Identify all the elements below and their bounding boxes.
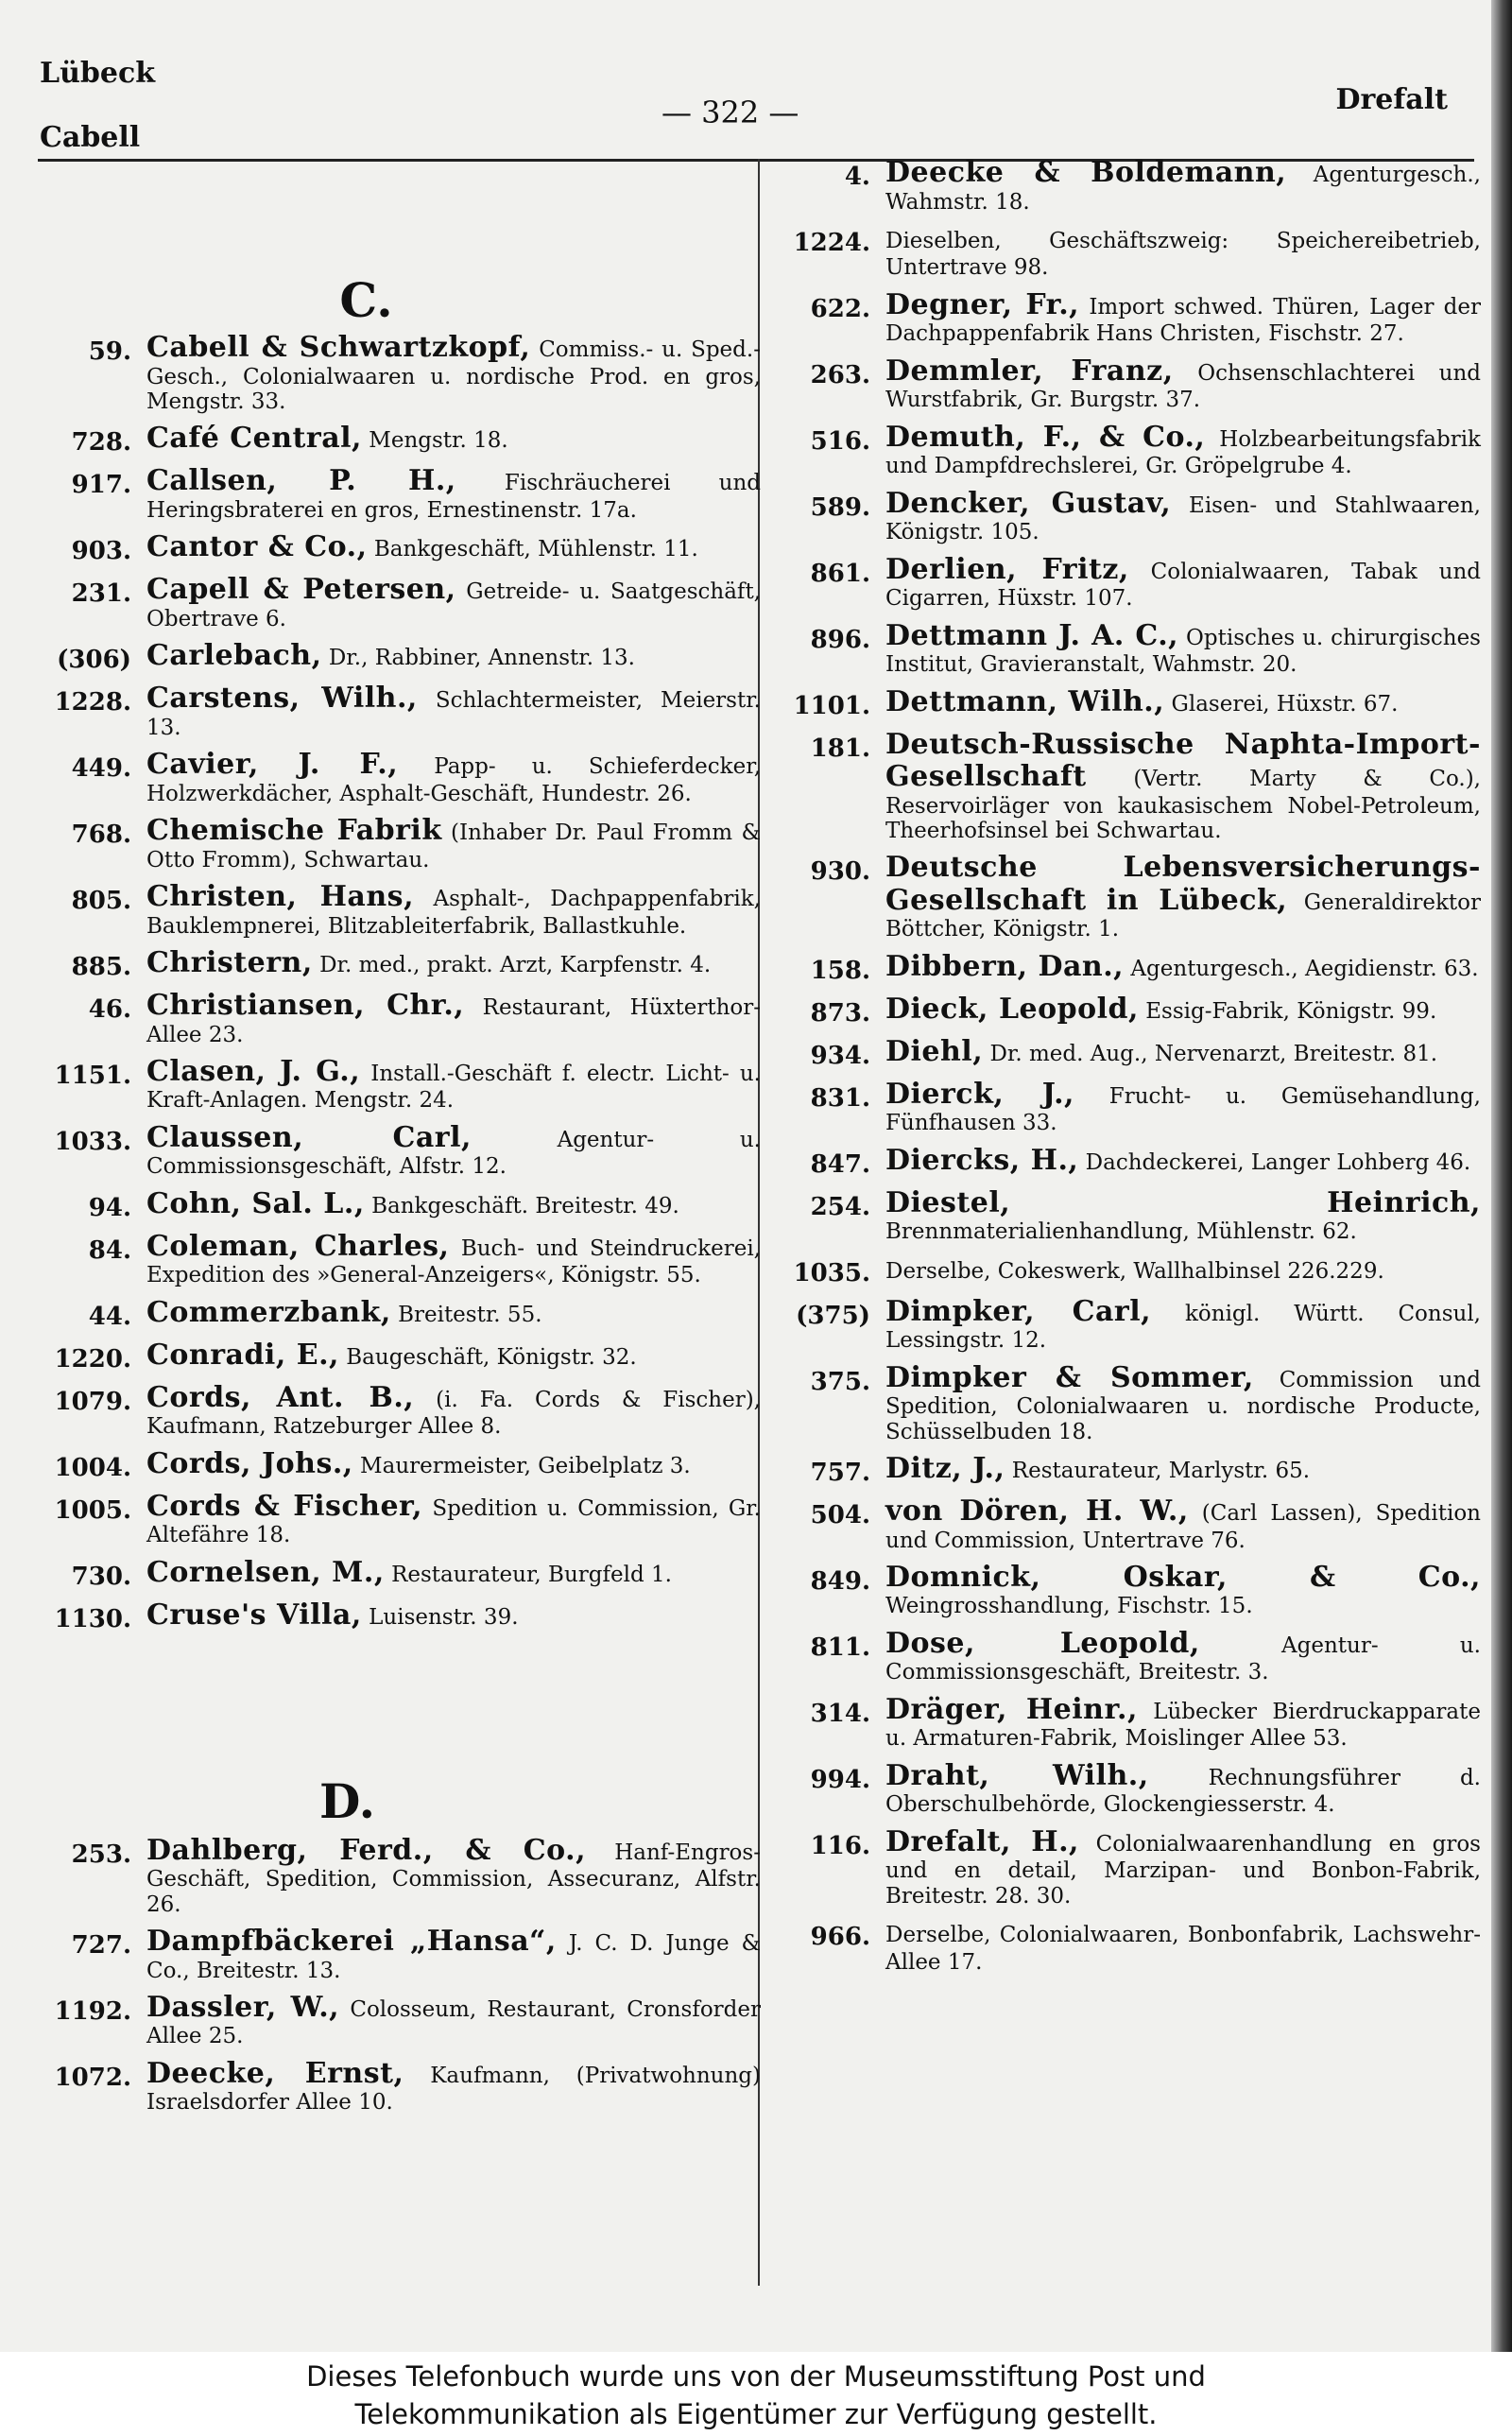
entry-text: [146, 1056, 761, 1114]
phone-number: 1101.: [793, 691, 870, 720]
phone-number: 158.: [810, 956, 870, 985]
entry-details: Hanf-Engros-Geschäft, Spedition, Commission, Assecuranz, Alfstr. 26.: [146, 1840, 761, 1917]
directory-entry: [47, 1056, 761, 1114]
entry-text: [146, 332, 761, 414]
entry-details: Restaurateur, Marlystr. 65.: [1005, 1459, 1311, 1483]
entry-name: Deutsche Lebensversicherungs-Gesellschaft in Lübeck,: [885, 851, 1481, 917]
entry-name: Dencker, Gustav,: [885, 486, 1172, 520]
entry-name: Dimpker & Sommer,: [885, 1360, 1254, 1394]
directory-entry: [777, 1628, 1481, 1685]
entry-details: Derselbe, Cokeswerk, Wallhalbinsel 226.229.: [885, 1258, 1384, 1284]
entry-name: Christen, Hans,: [146, 880, 415, 914]
entry-text: [885, 1187, 1481, 1245]
phone-number: 847.: [810, 1149, 870, 1179]
phone-number: 1130.: [54, 1604, 131, 1633]
entry-name: Café Central,: [146, 422, 362, 456]
footer-line-1: Dieses Telefonbuch wurde uns von der Museumsstiftung Post und: [306, 2360, 1206, 2393]
phone-number: 896.: [810, 625, 870, 654]
entry-details: Kaufmann, (Privatwohnung) Israelsdorfer Allee 10.: [146, 2063, 761, 2116]
phone-number: 805.: [71, 887, 131, 916]
directory-entry: [777, 1453, 1481, 1487]
directory-entry: [47, 881, 761, 939]
directory-entry: [47, 1491, 761, 1548]
entry-details: Commission und Spedition, Colonialwaaren u. nordische Producte, Schüsselbuden 18.: [885, 1367, 1481, 1444]
entry-details: Install.-Geschäft f. electr. Licht- u. Kraft-Anlagen. Mengstr. 24.: [146, 1061, 761, 1114]
entry-name: Dettmann, Wilh.,: [885, 684, 1165, 718]
entry-details: Buch- und Steindruckerei, Expedition des »General-Anzeigers«, Königstr. 55.: [146, 1235, 761, 1288]
phone-number: 917.: [71, 471, 131, 500]
entry-name: Commerzbank,: [146, 1295, 391, 1329]
entry-details: Maurermeister, Geibelplatz 3.: [352, 1453, 691, 1478]
entry-text: [885, 223, 1481, 281]
entry-name: Dahlberg, Ferd., & Co.,: [146, 1833, 587, 1867]
directory-entry: [777, 1296, 1481, 1354]
entry-details: Holzbearbeitungsfabrik und Dampfdrechslerei, Gr. Gröpelgrube 4.: [885, 426, 1481, 479]
entry-text: [885, 1036, 1481, 1070]
entry-details: Restaurant, Hüxterthor-Allee 23.: [146, 995, 762, 1047]
phone-number: 314.: [810, 1699, 870, 1728]
entry-name: Christiansen, Chr.,: [146, 989, 465, 1022]
entry-name: Coleman, Charles,: [146, 1229, 450, 1263]
phone-number: 263.: [810, 360, 870, 389]
entry-details: (Carl Lassen), Spedition und Commission, Untertrave 76.: [885, 1501, 1481, 1553]
entry-text: [885, 1296, 1481, 1354]
phone-number: 231.: [71, 579, 131, 609]
directory-entry: [47, 2058, 761, 2116]
section-heading-c: C.: [339, 272, 393, 328]
header-last-entry: Drefalt: [1335, 83, 1448, 116]
entry-text: [146, 881, 761, 939]
entry-name: Cabell & Schwartzkopf,: [146, 331, 531, 364]
directory-entry: [777, 1694, 1481, 1752]
directory-entry: [47, 1835, 761, 1917]
entry-text: [146, 574, 761, 631]
entry-name: Demmler, Franz,: [885, 354, 1174, 388]
entry-text: [885, 729, 1481, 844]
entry-text: [885, 1760, 1481, 1818]
phone-number: 504.: [810, 1501, 870, 1529]
phone-number: 831.: [810, 1083, 870, 1113]
entry-text: [885, 1362, 1481, 1444]
entry-name: Cords, Ant. B.,: [146, 1380, 415, 1414]
entry-text: [146, 1339, 761, 1373]
directory-entry: [47, 423, 761, 457]
entry-details: Spedition u. Commission, Gr. Altefähre 18.: [146, 1495, 761, 1548]
entry-name: Deutsch-Russische Naphta-Import-Gesellschaft: [885, 727, 1481, 793]
entry-name: Degner, Fr.,: [885, 287, 1080, 321]
entry-name: Dräger, Heinr.,: [885, 1692, 1138, 1726]
entry-details: Brennmaterialienhandlung, Mühlenstr. 62.: [885, 1219, 1357, 1245]
phone-number: 1004.: [54, 1453, 131, 1482]
entry-details: Dr. med. Aug., Nervenarzt, Breitestr. 81.: [983, 1041, 1438, 1066]
entry-details: Commiss.- u. Sped.-Gesch., Colonialwaaren u. nordische Prod. en gros, Mengstr. 33.: [146, 337, 761, 414]
directory-entry: [777, 1362, 1481, 1444]
phone-number: 1228.: [54, 688, 131, 717]
entry-text: [885, 355, 1481, 413]
phone-number: 589.: [810, 492, 870, 522]
phone-number: 4.: [844, 163, 870, 191]
entry-name: Diercks, H.,: [885, 1143, 1079, 1177]
entry-details: Agenturgesch., Wahmstr. 18.: [885, 163, 1481, 215]
entry-name: Demuth, F., & Co.,: [885, 420, 1206, 454]
phone-number: 84.: [88, 1235, 131, 1265]
directory-entry: [47, 531, 761, 565]
entry-name: Clasen, J. G.,: [146, 1054, 361, 1088]
phone-number: 1079.: [54, 1387, 131, 1416]
entry-details: Weingrosshandlung, Fischstr. 15.: [885, 1594, 1253, 1619]
entry-name: Carlebach,: [146, 639, 322, 673]
phone-number: 46.: [88, 995, 131, 1024]
phone-number: 1035.: [793, 1258, 870, 1287]
entry-details: Ochsenschlachterei und Wurstfabrik, Gr. Burgstr. 37.: [885, 360, 1481, 413]
entry-name: Claussen, Carl,: [146, 1120, 472, 1154]
entry-details: Getreide- u. Saatgeschäft, Obertrave 6.: [146, 579, 761, 631]
phone-number: 516.: [810, 426, 870, 456]
entry-text: [885, 993, 1481, 1028]
entry-details: Schlachtermeister, Meierstr. 13.: [146, 688, 761, 740]
phone-number: 181.: [810, 734, 870, 763]
entry-text: [146, 531, 761, 565]
page-number: — 322 —: [662, 95, 799, 130]
entry-text: [146, 1599, 761, 1633]
directory-entry: [777, 488, 1481, 545]
entry-name: Cantor & Co.,: [146, 530, 368, 564]
entry-text: [885, 852, 1481, 942]
entry-details: Glaserei, Hüxstr. 67.: [1164, 691, 1399, 717]
entry-details: Dr., Rabbiner, Annenstr. 13.: [321, 646, 635, 671]
directory-entry: [777, 1145, 1481, 1179]
phone-number: 1224.: [793, 228, 870, 257]
entry-text: [146, 682, 761, 740]
directory-entry: [777, 1187, 1481, 1245]
entry-text: [885, 554, 1481, 612]
directory-entry: [777, 620, 1481, 678]
phone-number: 934.: [810, 1041, 870, 1070]
entry-name: Drefalt, H.,: [885, 1824, 1079, 1858]
phone-number: 730.: [71, 1562, 131, 1591]
entry-text: [885, 1826, 1481, 1909]
entry-details: (Vertr. Marty & Co.), Reservoirläger von kaukasischem Nobel-Petroleum, Theerhofsinsel bei Schwartau.: [885, 767, 1481, 843]
entry-text: [146, 2058, 761, 2116]
directory-entry: [777, 1562, 1481, 1619]
entry-details: Bankgeschäft, Mühlenstr. 11.: [367, 537, 698, 562]
phone-number: 966.: [810, 1923, 870, 1952]
entry-text: [146, 1231, 761, 1288]
phone-number: 1005.: [54, 1495, 131, 1525]
entry-text: [146, 1122, 761, 1180]
entry-text: [146, 465, 761, 523]
entry-list-c: [47, 332, 761, 1633]
entry-text: [146, 640, 761, 674]
entry-text: [146, 1835, 761, 1917]
entry-name: Dieck, Leopold,: [885, 992, 1139, 1026]
phone-number: 728.: [71, 428, 131, 458]
entry-name: Christern,: [146, 946, 313, 979]
entry-details: Papp- u. Schieferdecker, Holzwerkdächer, Asphalt-Geschäft, Hundestr. 26.: [146, 754, 761, 806]
entry-details: Restaurateur, Burgfeld 1.: [384, 1562, 672, 1587]
entry-text: [885, 951, 1481, 985]
entry-text: [885, 422, 1481, 479]
entry-details: (i. Fa. Cords & Fischer), Kaufmann, Ratzeburger Allee 8.: [146, 1387, 761, 1440]
entry-details: Baugeschäft, Königstr. 32.: [338, 1344, 637, 1370]
entry-name: Derlien, Fritz,: [885, 552, 1129, 586]
directory-entry: [777, 852, 1481, 942]
entry-details: Eisen- und Stahlwaaren, Königstr. 105.: [885, 492, 1481, 545]
directory-entry: [777, 1253, 1481, 1287]
footer-line-2: Telekommunikation als Eigentümer zur Verfügung gestellt.: [354, 2398, 1158, 2430]
footer-notice: [0, 2352, 1512, 2436]
header-first-entry: Cabell: [40, 121, 141, 154]
directory-entry: [777, 951, 1481, 985]
directory-entry: [47, 332, 761, 414]
phone-number: 622.: [810, 294, 870, 323]
directory-entry: [777, 729, 1481, 844]
phone-number: 861.: [810, 559, 870, 588]
entry-text: [885, 1145, 1481, 1179]
entry-text: [885, 1253, 1481, 1287]
entry-name: von Dören, H. W.,: [885, 1494, 1189, 1528]
directory-entry: [47, 1382, 761, 1440]
entry-name: Dibbern, Dan.,: [885, 949, 1125, 983]
entry-details: Derselbe, Colonialwaaren, Bonbonfabrik, Lachswehr-Allee 17.: [885, 1923, 1481, 1975]
binding-edge: [1491, 0, 1512, 2352]
right-column: [777, 157, 1481, 1983]
entry-list-right: [777, 157, 1481, 1975]
directory-entry: [777, 289, 1481, 347]
directory-entry: [777, 1036, 1481, 1070]
entry-details: Colonialwaarenhandlung en gros und en detail, Marzipan- und Bonbon-Fabrik, Breitestr. 28. 30.: [885, 1831, 1481, 1909]
entry-text: [146, 815, 761, 872]
directory-entry: [777, 157, 1481, 215]
entry-name: Cavier, J. F.,: [146, 748, 399, 782]
directory-entry: [777, 686, 1481, 720]
entry-name: Ditz, J.,: [885, 1452, 1005, 1485]
entry-details: Dachdeckerei, Langer Lohberg 46.: [1078, 1149, 1471, 1175]
entry-text: [885, 488, 1481, 545]
entry-details: Fischräucherei und Heringsbraterei en gros, Ernestinenstr. 17a.: [146, 471, 762, 523]
directory-entry: [777, 422, 1481, 479]
directory-entry: [777, 993, 1481, 1028]
entry-text: [146, 1992, 761, 2049]
entry-text: [146, 749, 761, 806]
entry-name: Cornelsen, M.,: [146, 1555, 385, 1589]
directory-entry: [777, 1826, 1481, 1909]
entry-text: [885, 1562, 1481, 1619]
directory-entry: [47, 990, 761, 1047]
entry-name: Cords, Johs.,: [146, 1446, 353, 1480]
left-column: [47, 274, 761, 2124]
directory-entry: [47, 1599, 761, 1633]
directory-entry: [47, 1188, 761, 1222]
directory-entry: [47, 465, 761, 523]
phone-number: 757.: [810, 1459, 870, 1487]
phone-number: 449.: [71, 754, 131, 784]
phone-number: 768.: [71, 821, 131, 850]
directory-entry: [777, 355, 1481, 413]
entry-text: [885, 289, 1481, 347]
entry-details: Generaldirektor Böttcher, Königstr. 1.: [885, 890, 1481, 942]
entry-details: Agentur- u. Commissionsgeschäft, Alfstr. 12.: [146, 1127, 761, 1180]
phone-number: 59.: [88, 337, 131, 366]
directory-entry: [47, 640, 761, 674]
phone-number: 375.: [810, 1367, 870, 1396]
entry-details: Frucht- u. Gemüsehandlung, Fünfhausen 33.: [885, 1083, 1481, 1136]
directory-entry: [47, 1557, 761, 1591]
entry-name: Domnick, Oskar, & Co.,: [885, 1560, 1481, 1594]
entry-text: [146, 1448, 761, 1482]
entry-details: Mengstr. 18.: [361, 428, 508, 454]
phone-number: 1072.: [54, 2063, 131, 2092]
entry-details: Rechnungsführer d. Oberschulbehörde, Glockengiesserstr. 4.: [885, 1765, 1481, 1818]
phone-number: (375): [796, 1301, 870, 1330]
entry-name: Dimpker, Carl,: [885, 1294, 1152, 1328]
entry-list-d: [47, 1835, 761, 2116]
entry-name: Cohn, Sal. L.,: [146, 1186, 365, 1220]
directory-entry: [47, 1231, 761, 1288]
phone-number: 1192.: [54, 1996, 131, 2026]
entry-text: [146, 947, 761, 981]
entry-details: (Inhaber Dr. Paul Fromm & Otto Fromm), Schwartau.: [146, 821, 761, 872]
phone-number: 811.: [810, 1633, 870, 1662]
entry-name: Dierck, J.,: [885, 1077, 1074, 1111]
directory-entry: [47, 1448, 761, 1482]
phone-number: 1033.: [54, 1127, 131, 1156]
entry-text: [885, 1495, 1481, 1553]
entry-text: [146, 1557, 761, 1591]
directory-entry: [47, 574, 761, 631]
entry-details: Import schwed. Thüren, Lager der Dachpappenfabrik Hans Christen, Fischstr. 27.: [885, 294, 1482, 347]
entry-text: [146, 1297, 761, 1331]
directory-entry: [47, 682, 761, 740]
entry-details: Lübecker Bierdruckapparate u. Armaturen-Fabrik, Moislinger Allee 53.: [885, 1699, 1481, 1752]
entry-text: [885, 157, 1481, 215]
entry-text: [885, 1079, 1481, 1136]
phone-number: 44.: [88, 1302, 131, 1331]
entry-details: Agenturgesch., Aegidienstr. 63.: [1124, 956, 1479, 981]
directory-entry: [777, 1760, 1481, 1818]
entry-name: Conradi, E.,: [146, 1338, 339, 1372]
entry-details: Breitestr. 55.: [390, 1302, 542, 1327]
entry-details: Agentur- u. Commissionsgeschäft, Breitestr. 3.: [885, 1633, 1481, 1685]
entry-details: Optisches u. chirurgisches Institut, Gravieranstalt, Wahmstr. 20.: [885, 625, 1481, 678]
entry-text: [885, 1628, 1481, 1685]
phone-number: (306): [57, 646, 131, 675]
entry-text: [885, 1917, 1481, 1975]
directory-entry: [47, 1992, 761, 2049]
entry-details: Luisenstr. 39.: [361, 1604, 519, 1630]
entry-text: [146, 1188, 761, 1222]
entry-details: Bankgeschäft. Breitestr. 49.: [364, 1193, 679, 1218]
entry-name: Diehl,: [885, 1034, 984, 1068]
phone-number: 885.: [71, 953, 131, 981]
phone-number: 116.: [810, 1831, 870, 1860]
phone-number: 849.: [810, 1566, 870, 1596]
entry-text: [885, 1453, 1481, 1487]
entry-text: [146, 990, 761, 1047]
entry-details: Colonialwaaren, Tabak und Cigarren, Hüxstr. 107.: [885, 559, 1481, 612]
directory-entry: [777, 223, 1481, 281]
phone-number: 727.: [71, 1931, 131, 1960]
entry-name: Cruse's Villa,: [146, 1598, 362, 1632]
entry-name: Carstens, Wilh.,: [146, 682, 418, 716]
entry-details: J. C. D. Junge & Co., Breitestr. 13.: [146, 1931, 761, 1983]
entry-name: Dose, Leopold,: [885, 1626, 1200, 1660]
directory-entry: [47, 1297, 761, 1331]
entry-text: [885, 1694, 1481, 1752]
directory-entry: [47, 815, 761, 872]
entry-details: Dieselben, Geschäftszweig: Speichereibetrieb, Untertrave 98.: [885, 228, 1481, 281]
directory-entry: [777, 1079, 1481, 1136]
entry-text: [146, 1382, 761, 1440]
entry-text: [146, 1926, 761, 1983]
entry-name: Dettmann J. A. C.,: [885, 618, 1179, 652]
phone-number: 253.: [71, 1840, 131, 1869]
phone-number: 1220.: [54, 1344, 131, 1373]
entry-text: [146, 1491, 761, 1548]
phone-number: 873.: [810, 998, 870, 1028]
entry-name: Capell & Petersen,: [146, 573, 456, 607]
directory-entry: [47, 1122, 761, 1180]
phone-number: 254.: [810, 1192, 870, 1221]
entry-name: Draht, Wilh.,: [885, 1758, 1149, 1792]
directory-entry: [777, 554, 1481, 612]
entry-name: Deecke & Boldemann,: [885, 156, 1287, 189]
phone-number: 994.: [810, 1765, 870, 1794]
header-city: Lübeck: [40, 57, 156, 90]
entry-name: Callsen, P. H.,: [146, 464, 456, 498]
entry-details: Colosseum, Restaurant, Cronsforder Allee 25.: [146, 1996, 761, 2049]
directory-entry: [777, 1495, 1481, 1553]
entry-details: Essig-Fabrik, Königstr. 99.: [1138, 998, 1437, 1024]
phone-number: 1151.: [54, 1061, 131, 1090]
directory-entry: [47, 749, 761, 806]
entry-text: [885, 686, 1481, 720]
directory-entry: [47, 1339, 761, 1373]
entry-name: Deecke, Ernst,: [146, 2056, 404, 2090]
entry-text: [146, 423, 761, 457]
entry-name: Cords & Fischer,: [146, 1489, 423, 1523]
phone-number: 903.: [71, 537, 131, 566]
entry-text: [885, 620, 1481, 678]
directory-entry: [47, 1926, 761, 1983]
entry-details: Asphalt-, Dachpappenfabrik, Bauklempnerei, Blitzableiterfabrik, Ballastkuhle.: [146, 887, 761, 939]
phone-number: 930.: [810, 857, 870, 887]
directory-entry: [777, 1917, 1481, 1975]
entry-name: Dassler, W.,: [146, 1990, 340, 2024]
phone-number: 94.: [88, 1193, 131, 1222]
entry-details: Dr. med., prakt. Arzt, Karpfenstr. 4.: [312, 953, 712, 977]
entry-name: Dampfbäckerei „Hansa“,: [146, 1925, 557, 1958]
directory-entry: [47, 947, 761, 981]
entry-details: königl. Württ. Consul, Lessingstr. 12.: [885, 1301, 1481, 1354]
entry-name: Diestel, Heinrich,: [885, 1185, 1481, 1219]
section-heading-d: D.: [319, 1772, 375, 1829]
entry-name: Chemische Fabrik: [146, 814, 442, 848]
